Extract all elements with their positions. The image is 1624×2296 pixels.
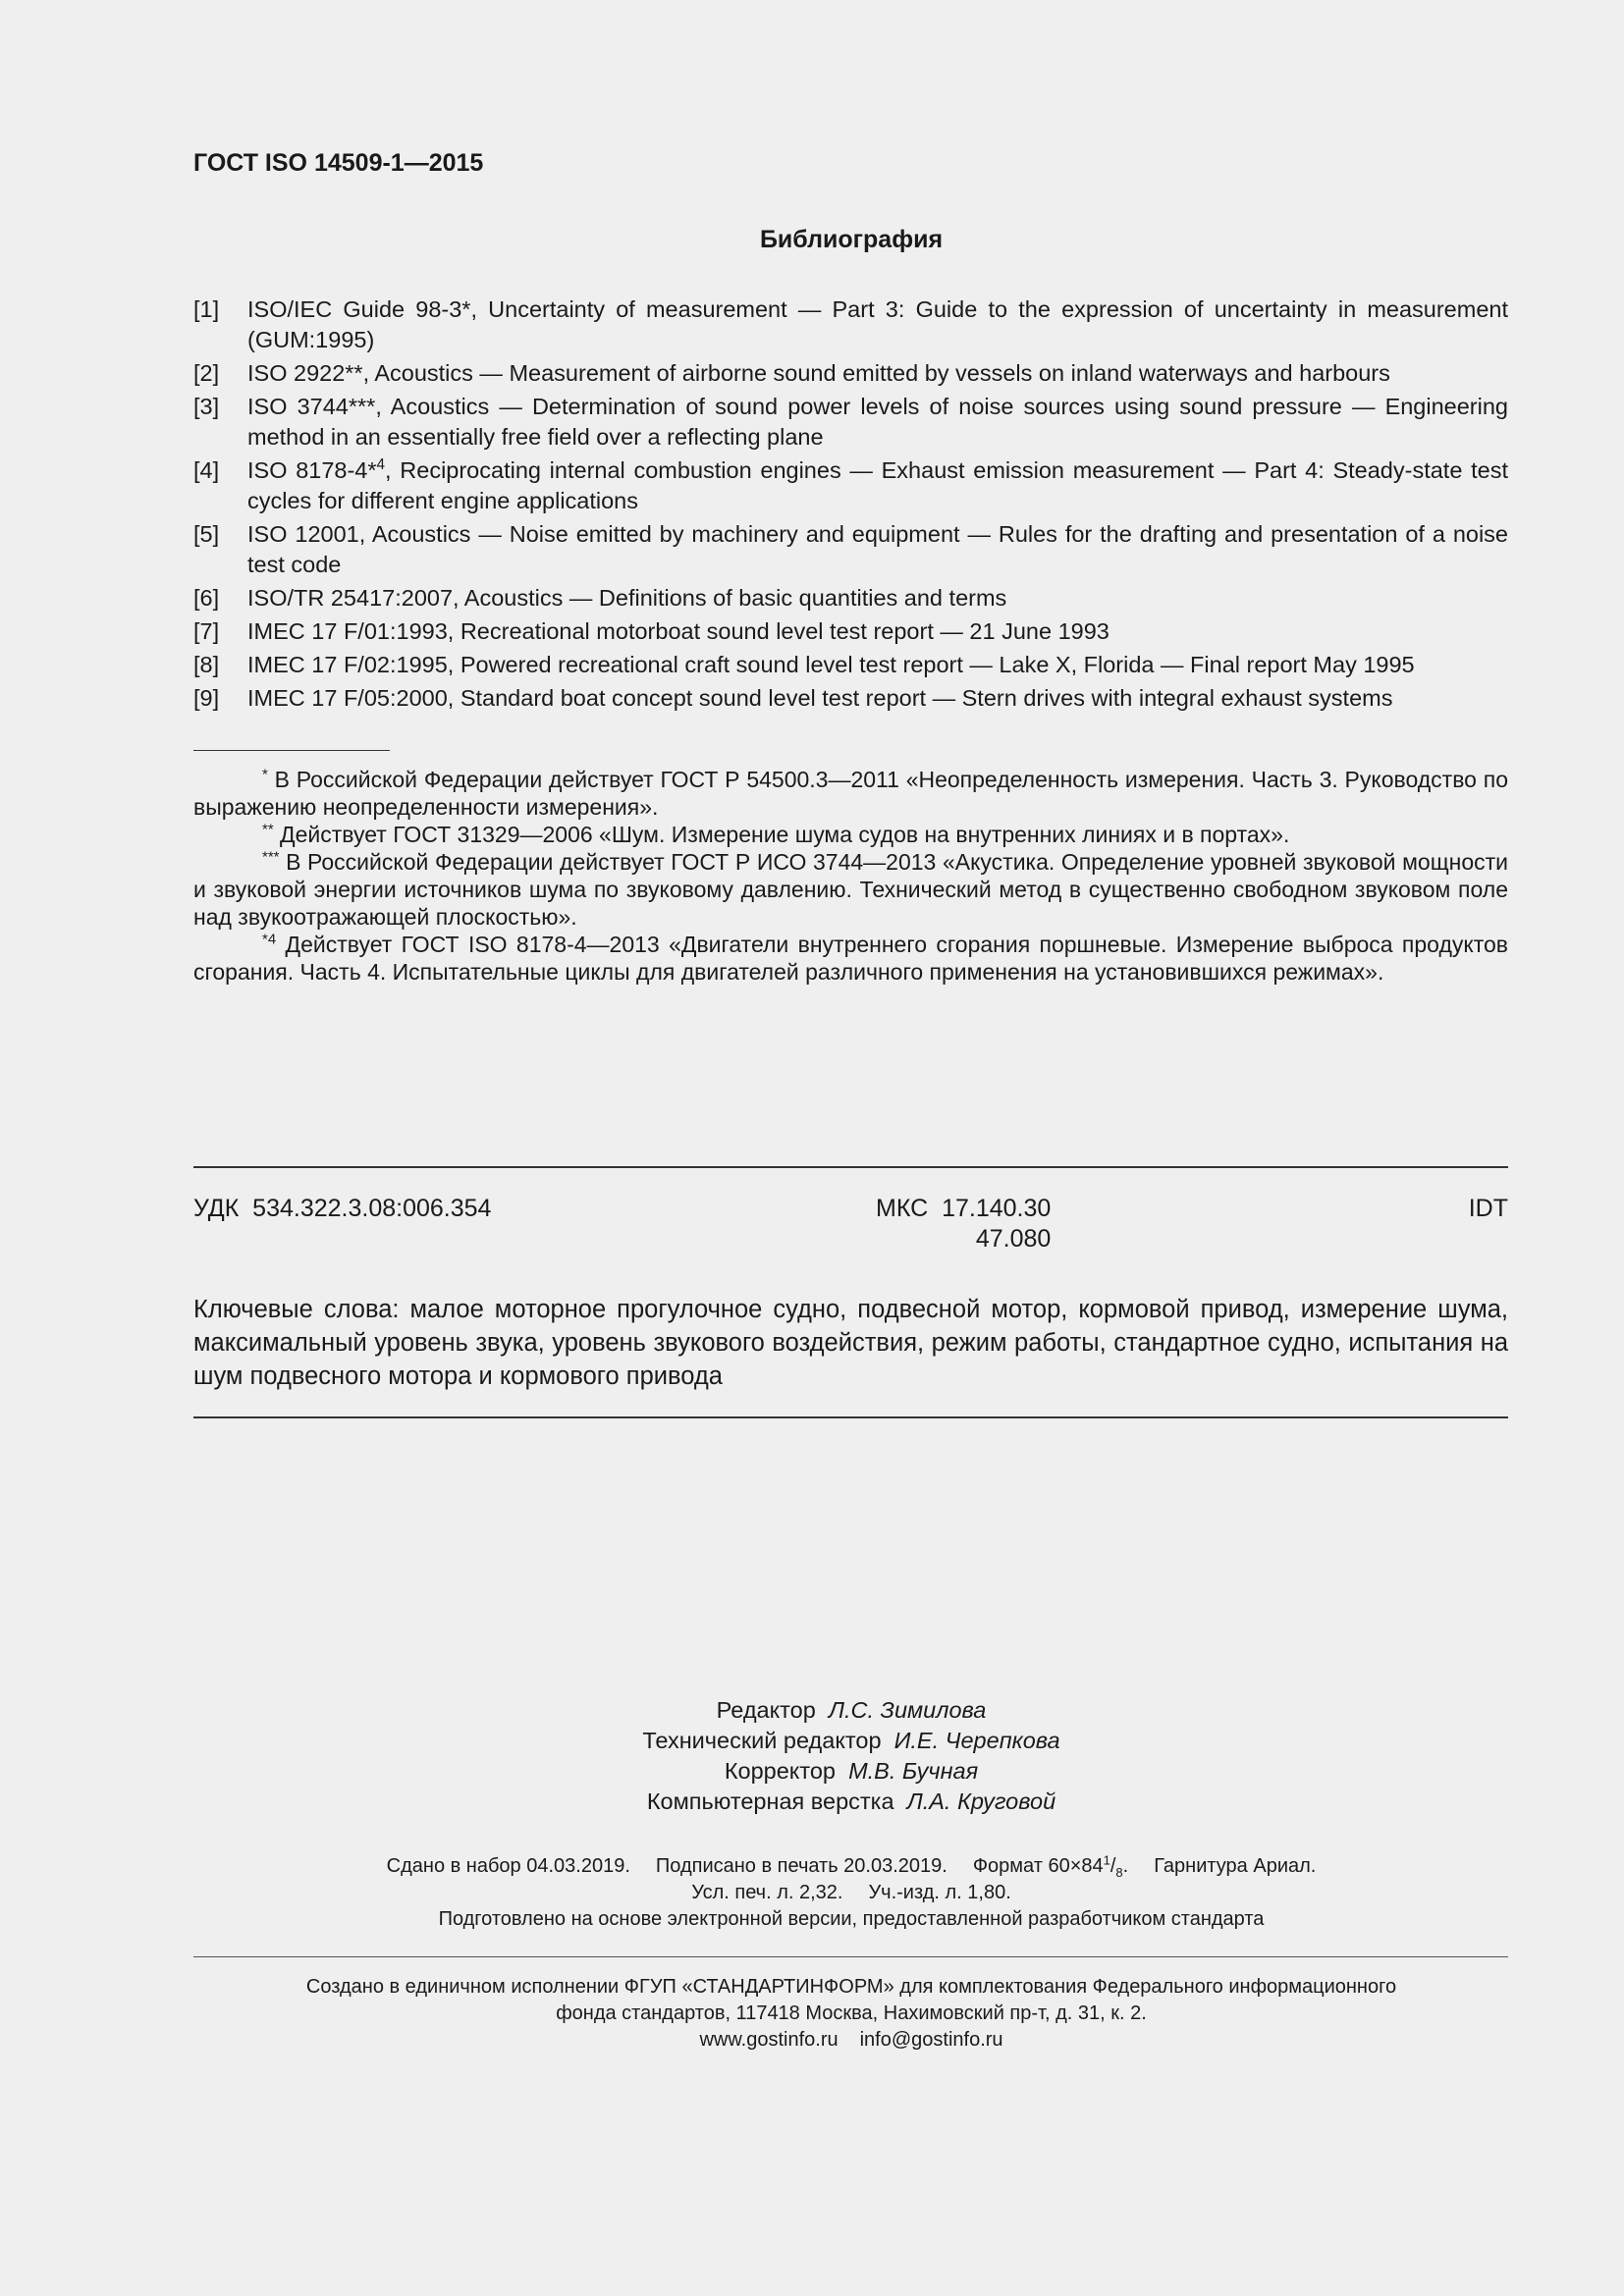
reference-item (193, 358, 1508, 389)
publisher-info (0, 1974, 1624, 2054)
reference-text: IMEC 17 F/05:2000, Standard boat concept sound level test report — Stern drives with integral exhaust systems (247, 685, 1393, 711)
print-info-line: Подготовлено на основе электронной версии, предоставленной разработчиком стандарта (438, 1908, 1265, 1930)
reference-item (193, 455, 1508, 516)
reference-item (193, 650, 1508, 680)
reference-item (193, 683, 1508, 714)
print-info-line: Сдано в набор 04.03.2019. Подписано в печать 20.03.2019. Формат $60\times 84^1/_8$. Гарнитура Ариал. (386, 1852, 1317, 1880)
reference-text: IMEC 17 F/01:1993, Recreational motorboat sound level test report — 21 June 1993 (247, 618, 1110, 644)
reference-number: [9] (193, 685, 220, 711)
editorial-credits (0, 1695, 1624, 1817)
footnote: * В Российской Федерации действует ГОСТ Р 54500.3—2011 «Неопределенность измерения. Часть 3. Руководство по выражению неопределенности измерения». (193, 766, 1508, 820)
reference-number: [2] (193, 360, 220, 386)
footnote-separator (193, 750, 390, 751)
print-info-line: Усл. печ. л. 2,32. Уч.-изд. л. 1,80. (691, 1882, 1011, 1903)
footnotes (193, 766, 1508, 986)
document-code: ГОСТ ISO 14509-1—2015 (193, 149, 484, 177)
bibliography-title: Библиография (759, 226, 944, 253)
publisher-line: Создано в единичном исполнении ФГУП «СТАНДАРТИНФОРМ» для комплектования Федерального информационного (305, 1976, 1397, 1998)
reference-text: IMEC 17 F/02:1995, Powered recreational craft sound level test report — Lake X, Florida — Final report May 1995 (247, 652, 1415, 677)
footnote: *** В Российской Федерации действует ГОСТ Р ИСО 3744—2013 «Акустика. Определение уровней звуковой мощности и звуковой энергии источников шума по звуковому давлению. Технический метод в существенно свободном звуковом поле над звукоотражающей плоскостью». (193, 848, 1508, 930)
email-link[interactable]: info@gostinfo.ru (859, 2029, 1003, 2051)
reference-item (193, 519, 1508, 580)
publisher-rule (193, 1956, 1508, 1957)
reference-text: ISO 12001, Acoustics — Noise emitted by machinery and equipment — Rules for the drafting and presentation of a noise test code (247, 521, 1508, 577)
reference-text: ISO 3744***, Acoustics — Determination of sound power levels of noise sources using sound pressure — Engineering method in an essentially free field over a reflecting plane (247, 394, 1508, 450)
publisher-contacts (0, 2027, 1624, 2054)
reference-text: ISO 8178-4*$^4$, Reciprocating internal combustion engines — Exhaust emission measurement — Part 4: Steady-state test cycles for different engine applications (247, 456, 1508, 513)
reference-number: [8] (193, 652, 220, 677)
website-link[interactable]: www.gostinfo.ru (699, 2029, 839, 2051)
udk-code: УДК 534.322.3.08:006.354 (193, 1195, 492, 1222)
footnote: ** Действует ГОСТ 31329—2006 «Шум. Измерение шума судов на внутренних линиях и в портах». (262, 821, 1290, 847)
reference-text: ISO/IEC Guide 98-3*, Uncertainty of measurement — Part 3: Guide to the expression of uncertainty in measurement (GUM:1995) (247, 296, 1508, 352)
credit-line: Редактор Л.С. Зимилова (716, 1697, 987, 1723)
footnote: $^{*4}$ Действует ГОСТ ISO 8178-4—2013 «Двигатели внутреннего сгорания поршневые. Измерение выброса продуктов сгорания. Часть 4. Испытательные циклы для двигателей различного применения на установившихся режимах». (193, 931, 1508, 985)
reference-number: [4] (193, 457, 220, 483)
reference-number: [5] (193, 521, 220, 547)
reference-item (193, 616, 1508, 647)
credit-line: Компьютерная верстка Л.А. Круговой (646, 1789, 1056, 1814)
keywords-paragraph: Ключевые слова: малое моторное прогулочное судно, подвесной мотор, кормовой привод, измерение шума, максимальный уровень звука, уровень звукового воздействия, режим работы, стандартное судно, испытания на шум подвесного мотора и кормового привода (193, 1296, 1508, 1390)
idt-label: IDT (1468, 1195, 1508, 1222)
reference-text: ISO 2922**, Acoustics — Measurement of airborne sound emitted by vessels on inland waterways and harbours (247, 360, 1390, 386)
reference-text: ISO/TR 25417:2007, Acoustics — Definitions of basic quantities and terms (247, 585, 1007, 611)
keywords-bottom-rule (193, 1416, 1508, 1418)
credit-line: Корректор М.В. Бучная (724, 1758, 979, 1784)
reference-number: [3] (193, 394, 220, 419)
reference-item (193, 392, 1508, 453)
classification-top-rule (193, 1166, 1508, 1168)
reference-item (193, 294, 1508, 355)
publisher-line: фонда стандартов, 117418 Москва, Нахимовский пр-т, д. 31, к. 2. (556, 2002, 1147, 2024)
reference-number: [7] (193, 618, 220, 644)
credit-line: Технический редактор И.Е. Черепкова (642, 1728, 1060, 1753)
reference-item (193, 583, 1508, 614)
mks-code: МКС 17.140.30 47.080 (876, 1195, 1052, 1253)
reference-list (193, 294, 1508, 717)
reference-number: [1] (193, 296, 220, 322)
reference-number: [6] (193, 585, 220, 611)
print-info (0, 1853, 1624, 1933)
